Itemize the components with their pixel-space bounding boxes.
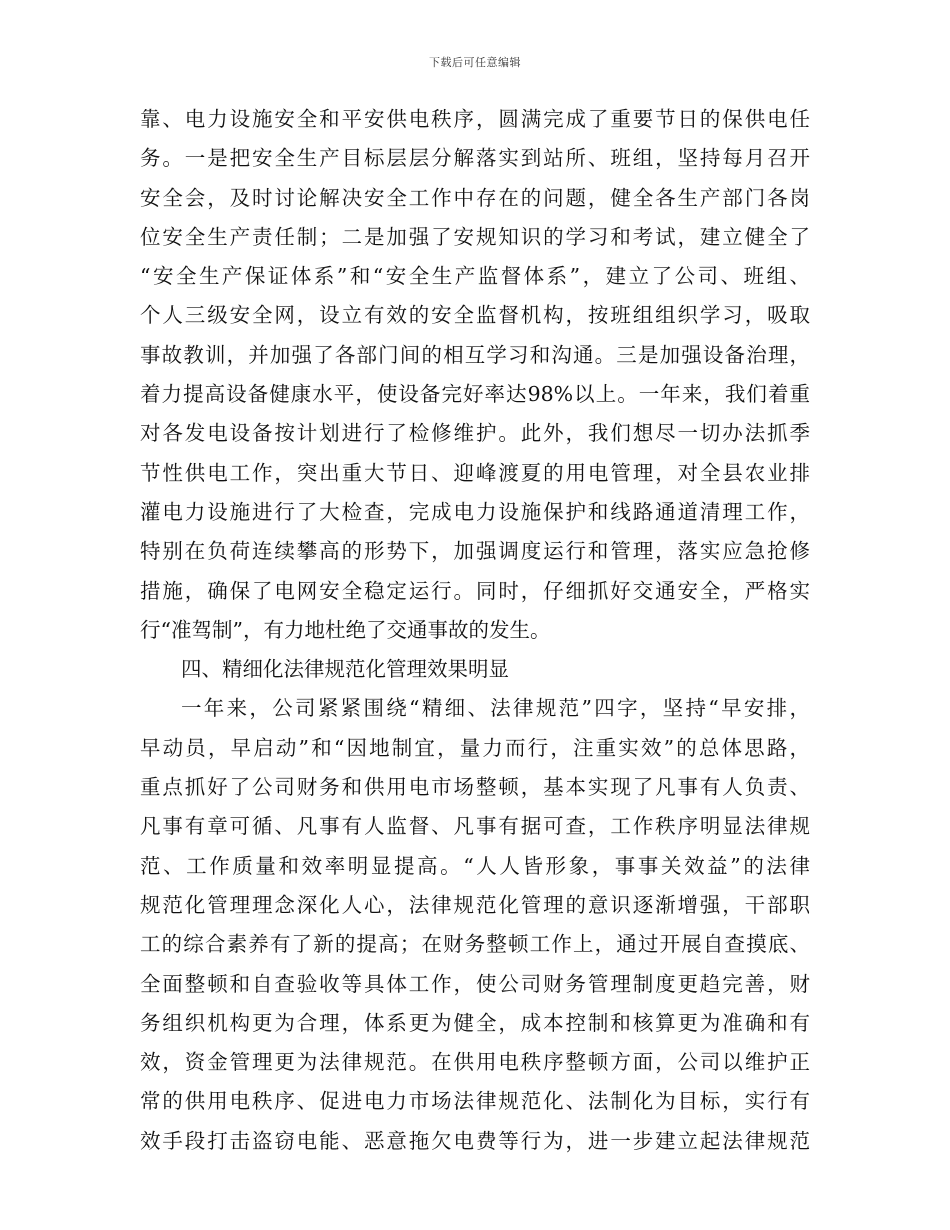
text-line: 安全会，及时讨论解决安全工作中存在的问题，健全各生产部门各岗 (140, 185, 810, 210)
text-line: 务。一是把安全生产目标层层分解落实到站所、班组，坚持每月召开 (140, 146, 810, 171)
text-line: 对各发电设备按计划进行了检修维护。此外，我们想尽一切办法抓季 (140, 421, 810, 446)
text-line: 着力提高设备健康水平，使设备完好率达98%以上。一年来，我们着重 (140, 382, 810, 407)
text-line: 规范化管理理念深化人心，法律规范化管理的意识逐渐增强，干部职 (140, 892, 810, 917)
text-line: 事故教训，并加强了各部门间的相互学习和沟通。三是加强设备治理， (140, 342, 810, 367)
text-line: 效手段打击盗窃电能、恶意拖欠电费等行为，进一步建立起法律规范 (140, 1128, 810, 1153)
text-line: 早动员，早启动”和“因地制宜，量力而行，注重实效”的总体思路， (140, 735, 810, 760)
section-heading: 四、精细化法律规范化管理效果明显 (181, 657, 509, 682)
text-line: 重点抓好了公司财务和供用电市场整顿，基本实现了凡事有人负责、 (140, 775, 810, 800)
text-line: 常的供用电秩序、促进电力市场法律规范化、法制化为目标，实行有 (140, 1089, 810, 1114)
text-line: 靠、电力设施安全和平安供电秩序，圆满完成了重要节日的保供电任 (140, 107, 810, 131)
text-line: 工的综合素养有了新的提高；在财务整顿工作上，通过开展自查摸底、 (140, 932, 810, 957)
document-body (140, 100, 810, 1161)
text-line: 效，资金管理更为法律规范。在供用电秩序整顿方面，公司以维护正 (140, 1050, 810, 1075)
text-line: 行“准驾制”，有力地杜绝了交通事故的发生。 (140, 617, 551, 642)
text-line: 凡事有章可循、凡事有人监督、凡事有据可查，工作秩序明显法律规 (140, 814, 810, 839)
text-line: 个人三级安全网，设立有效的安全监督机构，按班组组织学习，吸取 (140, 303, 810, 328)
text-line: 灌电力设施进行了大检查，完成电力设施保护和线路通道清理工作， (140, 499, 810, 524)
text-line: 务组织机构更为合理，体系更为健全，成本控制和核算更为准确和有 (140, 1010, 810, 1035)
page-header: 下载后可任意编辑 (429, 56, 521, 69)
text-line: 位安全生产责任制；二是加强了安规知识的学习和考试，建立健全了 (140, 224, 810, 249)
text-line: 特别在负荷连续攀高的形势下，加强调度运行和管理，落实应急抢修 (140, 539, 810, 564)
text-line: 措施，确保了电网安全稳定运行。同时，仔细抓好交通安全，严格实 (140, 578, 810, 603)
text-line: “安全生产保证体系”和“安全生产监督体系”，建立了公司、班组、 (140, 264, 810, 289)
text-line: 全面整顿和自查验收等具体工作，使公司财务管理制度更趋完善，财 (140, 971, 810, 996)
text-line: 节性供电工作，突出重大节日、迎峰渡夏的用电管理，对全县农业排 (140, 460, 810, 485)
text-line: 一年来，公司紧紧围绕“精细、法律规范”四字，坚持“早安排， (181, 696, 810, 721)
text-line: 范、工作质量和效率明显提高。“人人皆形象，事事关效益”的法律 (140, 853, 810, 878)
